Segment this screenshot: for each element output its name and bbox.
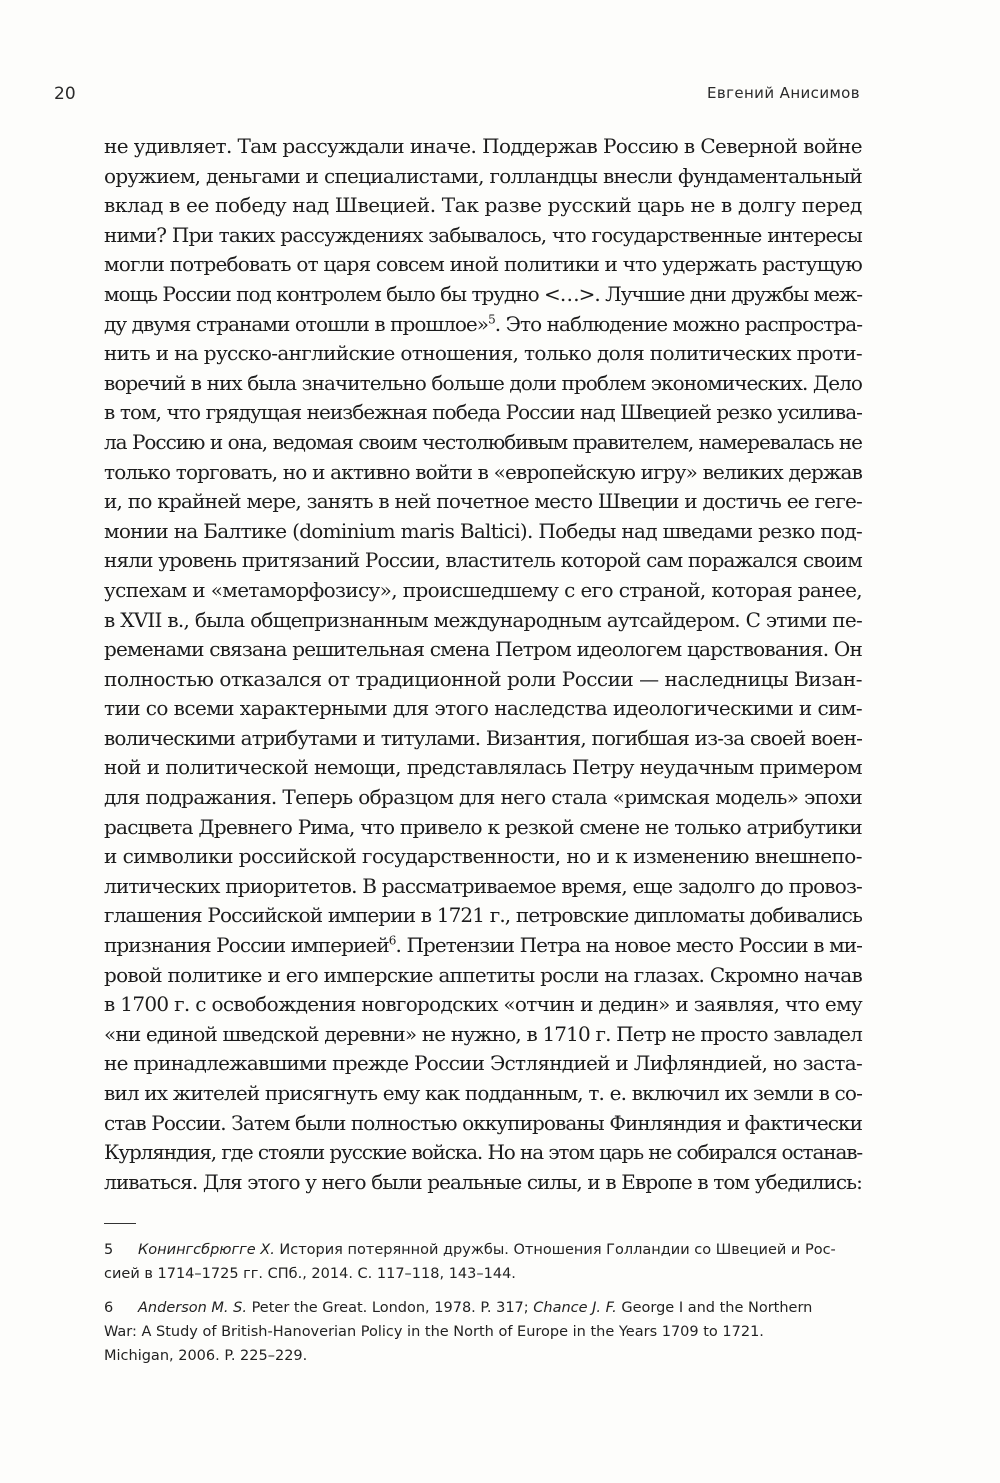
footnote-5	[104, 1238, 864, 1286]
text-line: воречий в них была значительно больше доли проблем экономических. Дело	[104, 370, 862, 395]
footnote-line	[104, 1296, 864, 1320]
text-line: и символики российской государственности, но и к изменению внешнепо-	[104, 844, 862, 869]
text-line: в том, что грядущая неизбежная победа России над Швецией резко усилива-	[104, 400, 862, 425]
text-line: глашения Российской империи в 1721 г., петровские дипломаты добивались	[104, 903, 862, 928]
footnote-author: Chance J. F.	[533, 1300, 617, 1316]
footnote-text: История потерянной дружбы. Отношения Голландии со Швецией и Рос-	[274, 1242, 836, 1258]
text-line: «ни единой шведской деревни» не нужно, в 1710 г. Петр не просто завладел	[104, 1021, 862, 1046]
text-segment: ду двумя странами отошли в прошлое»	[104, 311, 489, 336]
footnote-line: Michigan, 2006. P. 225–229.	[104, 1348, 308, 1364]
footnote-line: War: A Study of British-Hanoverian Policy in the North of Europe in the Years 1709 to 1721.	[104, 1324, 764, 1340]
footnote-ref-6[interactable]: 6	[388, 933, 396, 948]
main-text	[104, 132, 862, 1197]
text-segment: . Это наблюдение можно распростра-	[494, 311, 862, 336]
text-line: для подражания. Теперь образцом для него стала «римская модель» эпохи	[104, 785, 862, 810]
footnote-number: 6	[104, 1300, 114, 1316]
text-line: ровой политике и его имперские аппетиты росли на глазах. Скромно начав	[104, 962, 862, 987]
page-number: 20	[54, 84, 76, 104]
footnote-divider	[104, 1223, 136, 1224]
text-line: мощь России под контролем было бы трудно <…>. Лучшие дни дружбы меж-	[104, 281, 862, 306]
text-line: только торговать, но и активно войти в «европейскую игру» великих держав	[104, 459, 862, 484]
text-line: оружием, деньгами и специалистами, голландцы внесли фундаментальный	[104, 163, 862, 188]
text-line: могли потребовать от царя совсем иной политики и что удержать растущую	[104, 252, 862, 277]
text-line: став России. Затем были полностью оккупированы Финляндия и фактически	[104, 1110, 862, 1135]
text-line: ливаться. Для этого у него были реальные силы, и в Европе в том убедились:	[104, 1169, 862, 1194]
text-line: ременами связана решительная смена Петром идеологем царствования. Он	[104, 637, 862, 662]
text-line: литических приоритетов. В рассматриваемое время, еще задолго до провоз-	[104, 873, 862, 898]
footnote-text: George I and the Northern	[616, 1300, 813, 1316]
text-line: тии со всеми характерными для этого наследства идеологическими и сим-	[104, 696, 862, 721]
text-line: не удивляет. Там рассуждали иначе. Поддержав Россию в Северной войне	[104, 134, 862, 158]
footnote-text: Peter the Great. London, 1978. P. 317;	[246, 1300, 534, 1316]
running-head-author: Евгений Анисимов	[706, 84, 860, 102]
footnote-ref-5[interactable]: 5	[488, 311, 495, 326]
text-line-with-note	[104, 310, 862, 340]
text-line: няли уровень притязаний России, властитель которой сам поражался своим	[104, 548, 862, 573]
text-line: и, по крайней мере, занять в ней почетное место Швеции и достичь ее геге-	[104, 489, 862, 514]
text-line: нить и на русско-английские отношения, только доля политических проти-	[104, 341, 862, 366]
text-line: Курляндия, где стояли русские войска. Но на этом царь не собирался останав-	[104, 1140, 862, 1165]
text-line: ной и политической немощи, представлялась Петру неудачным примером	[104, 755, 862, 780]
text-line: вил их жителей присягнуть ему как подданным, т. е. включил их земли в со-	[104, 1081, 862, 1105]
text-segment: признания России империей	[104, 933, 389, 958]
text-line-with-note	[104, 931, 862, 961]
text-line: в XVII в., была общепризнанным международным аутсайдером. С этими пе-	[104, 607, 862, 632]
footnote-line	[104, 1238, 864, 1262]
footnote-6	[104, 1296, 864, 1368]
text-line: волическими атрибутами и титулами. Византия, погибшая из-за своей воен-	[104, 725, 862, 750]
text-line: монии на Балтике (dominium maris Baltici). Победы над шведами резко под-	[104, 518, 862, 543]
text-line: не принадлежавшими прежде России Эстляндией и Лифляндией, но застa-	[104, 1051, 862, 1076]
text-line: вклад в ее победу над Швецией. Так разве русский царь не в долгу перед	[104, 193, 862, 218]
footnote-author: Anderson M. S.	[138, 1300, 247, 1316]
footnotes	[104, 1238, 864, 1378]
text-line: ними? При таких рассуждениях забывалось, что государственные интересы	[104, 222, 862, 247]
text-line: в 1700 г. с освобождения новгородских «отчин и дедин» и заявляя, что ему	[104, 992, 862, 1017]
text-segment: . Претензии Петра на новое место России в ми-	[395, 933, 862, 958]
footnote-line: сией в 1714–1725 гг. СПб., 2014. С. 117–118, 143–144.	[104, 1266, 516, 1282]
text-line: полностью отказался от традиционной роли России — наследницы Визан-	[104, 666, 862, 691]
text-line: ла Россию и она, ведомая своим честолюбивым правителем, намеревалась не	[104, 429, 862, 454]
footnote-number: 5	[104, 1242, 114, 1258]
footnote-author: Конингсбрюгге Х.	[138, 1242, 275, 1258]
text-line: успехам и «метаморфозису», происшедшему с его страной, которая ранее,	[104, 577, 862, 602]
text-line: расцвета Древнего Рима, что привело к резкой смене не только атрибутики	[104, 814, 862, 839]
